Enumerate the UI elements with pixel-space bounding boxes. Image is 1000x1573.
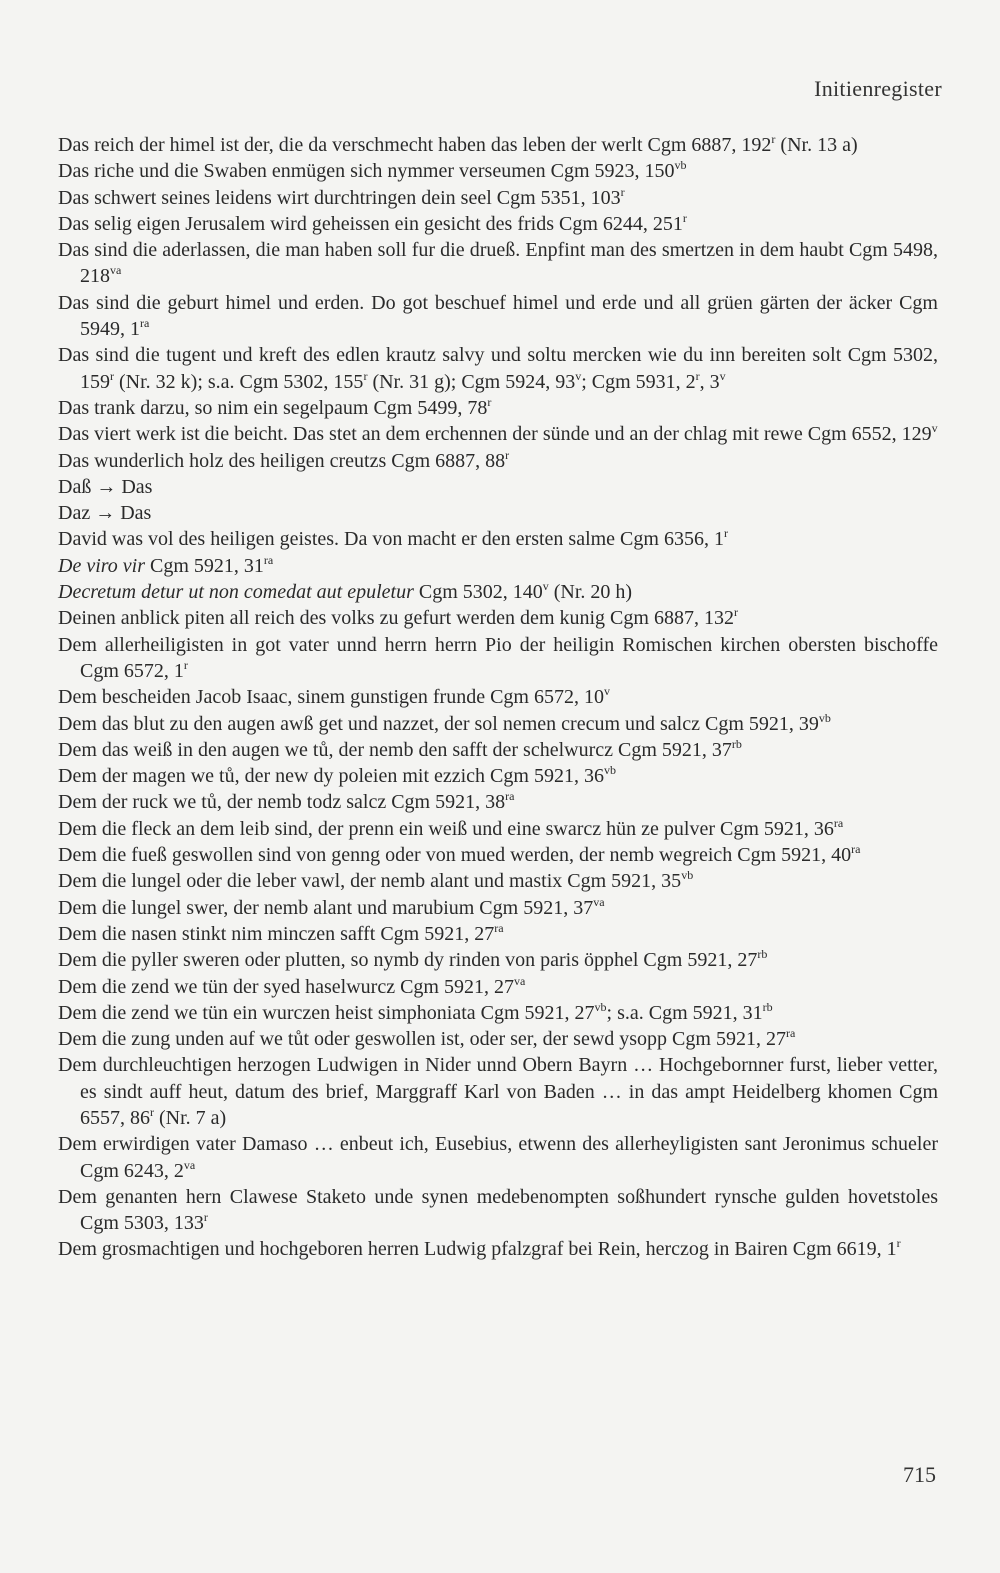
folio-superscript: r (183, 657, 188, 672)
entry-text: ; Cgm 5931, 2 (581, 370, 696, 393)
entry-text: Das viert werk ist die beicht. Das stet an dem erchennen der sünde und an der chlag mit rewe Cgm 6552, 129 (58, 423, 932, 446)
folio-superscript: ra (263, 552, 274, 567)
entry-text: (Nr. 32 k); s.a. Cgm 5302, 155 (114, 370, 364, 393)
folio-superscript: va (514, 973, 526, 988)
index-entry (58, 1184, 938, 1237)
folio-superscript: r (505, 447, 510, 462)
entry-text: Dem die lungel oder die leber vawl, der nemb alant und mastix Cgm 5921, 35 (58, 870, 682, 893)
folio-superscript: v (542, 579, 549, 594)
index-entry (58, 526, 938, 552)
index-entry (58, 342, 938, 395)
index-entry (58, 395, 938, 421)
entry-text: (Nr. 13 a) (775, 134, 858, 156)
folio-superscript: r (110, 368, 114, 383)
folio-superscript: r (771, 132, 776, 146)
entry-text: (Nr. 20 h) (548, 581, 633, 604)
entry-text: , 3 (699, 370, 720, 393)
index-entry (58, 158, 938, 184)
index-entry (58, 895, 938, 921)
index-entry (58, 737, 938, 763)
folio-superscript: rb (757, 947, 768, 962)
entry-text: Das sind die geburt himel und erden. Do got beschuef himel und erde und all grüen gärten der äcker Cgm 5949, 1 (58, 291, 938, 341)
index-entry (58, 684, 938, 710)
index-entry (58, 579, 938, 605)
index-entry (58, 211, 938, 237)
entry-text: Deinen anblick piten all reich des volks zu gefurt werden dem kunig Cgm 6887, 132 (58, 607, 734, 630)
folio-superscript: r (695, 368, 700, 383)
index-entry (58, 842, 938, 868)
folio-superscript: r (487, 394, 492, 409)
folio-superscript: va (593, 894, 605, 909)
folio-superscript: ra (785, 1026, 796, 1041)
index-entry (58, 500, 938, 526)
folio-superscript: r (150, 1104, 154, 1119)
page-number: 715 (903, 1462, 936, 1487)
folio-superscript: vb (603, 763, 616, 778)
folio-superscript: rb (731, 736, 742, 751)
folio-superscript: v (931, 421, 938, 436)
index-entry (58, 605, 938, 631)
folio-superscript: vb (681, 868, 694, 883)
folio-superscript: va (183, 1157, 196, 1172)
index-entry (58, 553, 938, 579)
index-entry (58, 947, 938, 973)
entry-text: ; s.a. Cgm 5921, 31 (606, 1001, 763, 1024)
index-entry (58, 1026, 938, 1052)
folio-superscript: va (110, 263, 122, 278)
entry-text: Das trank darzu, so nim ein segelpaum Cgm 5499, 78 (58, 396, 488, 419)
index-entry (58, 1052, 938, 1131)
italic-incipit: Decretum detur ut non comedat aut epuletur (58, 581, 414, 604)
italic-incipit: De viro vir (58, 554, 146, 577)
index-entry (58, 1131, 938, 1184)
entry-text: Das wunderlich holz des heiligen creutzs Cgm 6887, 88 (58, 449, 506, 472)
index-entry (58, 237, 938, 290)
folio-superscript: vb (674, 158, 687, 173)
folio-superscript: r (682, 210, 687, 225)
folio-superscript: v (719, 368, 726, 383)
entry-text: (Nr. 31 g); Cgm 5924, 93 (367, 370, 576, 393)
folio-superscript: vb (594, 999, 607, 1014)
index-entry (58, 632, 938, 685)
index-entry (58, 448, 938, 474)
entry-text: Dem genanten hern Clawese Staketo unde synen medebenompten soßhundert rynsche gulden hovetstoles Cgm 5303, 133 (58, 1185, 938, 1235)
index-entry (58, 474, 938, 500)
entry-text: Das riche und die Swaben enmügen sich nymmer verseumen Cgm 5923, 150 (58, 160, 675, 183)
folio-superscript: v (575, 368, 582, 383)
folio-superscript: ra (494, 920, 504, 935)
entry-text: Dem die lungel swer, der nemb alant und marubium Cgm 5921, 37 (58, 896, 594, 919)
index-entry (58, 816, 938, 842)
entry-text: Cgm 5302, 140 (413, 581, 543, 604)
folio-superscript: v (603, 684, 610, 699)
folio-superscript: r (733, 605, 738, 620)
entry-text: Cgm 5921, 31 (145, 554, 264, 577)
entry-text: Das reich der himel ist der, die da verschmecht haben das leben der werlt Cgm 6887, 192 (58, 134, 772, 156)
folio-superscript: r (620, 184, 625, 199)
index-entry (58, 132, 938, 158)
entry-text: David was vol des heiligen geistes. Da von macht er den ersten salme Cgm 6356, 1 (58, 528, 724, 551)
entry-text: Dem das blut zu den augen awß get und nazzet, der sol nemen crecum und salcz Cgm 5921, 39 (58, 712, 819, 735)
folio-superscript: ra (140, 316, 150, 331)
folio-superscript: r (363, 368, 368, 383)
entry-text: Dem bescheiden Jacob Isaac, sinem gunstigen frunde Cgm 6572, 10 (58, 686, 604, 709)
index-entry-list (58, 132, 938, 1263)
index-entry (58, 974, 938, 1000)
entry-text: Dem die fueß geswollen sind von genng oder von mued werden, der nemb wegreich Cgm 5921, 40 (58, 844, 852, 867)
folio-superscript: r (723, 526, 728, 541)
folio-superscript: ra (833, 815, 844, 830)
entry-text: Dem der ruck we tů, der nemb todz salcz Cgm 5921, 38 (58, 791, 506, 814)
entry-text: Dem die zend we tün der syed haselwurcz Cgm 5921, 27 (58, 975, 514, 998)
entry-text: Dem durchleuchtigen herzogen Ludwigen in Nider unnd Obern Bayrn … Hochgebornner furst, lieber vetter, es sindt auff heut, datum des brief, Marggraff Karl von Baden … in das ampt Heidelberg khomen Cgm 6557, 86 (58, 1054, 938, 1129)
index-entry (58, 921, 938, 947)
index-entry (58, 421, 938, 447)
entry-text: Das sind die tugent und kreft des edlen krautz salvy und soltu mercken wie du inn bereiten solt Cgm 5302, 159 (58, 344, 938, 393)
entry-text: Dem die pyller sweren oder plutten, so nymb dy rinden von paris öpphel Cgm 5921, 27 (58, 949, 758, 972)
folio-superscript: ra (851, 842, 861, 857)
entry-text: Daß → Das (58, 475, 153, 498)
index-entry (58, 711, 938, 737)
entry-text: Dem grosmachtigen und hochgeboren herren Ludwig pfalzgraf bei Rein, herczog in Bairen Cgm 6619, 1 (58, 1238, 897, 1261)
folio-superscript: rb (762, 999, 773, 1014)
entry-text: Das selig eigen Jerusalem wird geheissen ein gesicht des frids Cgm 6244, 251 (58, 212, 683, 235)
entry-text: Das schwert seines leidens wirt durchtringen dein seel Cgm 5351, 103 (58, 186, 621, 209)
entry-text: (Nr. 7 a) (154, 1106, 227, 1129)
entry-text: Dem erwirdigen vater Damaso … enbeut ich, Eusebius, etwenn des allerheyligisten sant Jeronimus schueler Cgm 6243, 2 (58, 1133, 938, 1182)
entry-text: Das sind die aderlassen, die man haben soll fur die drueß. Enpfint man des smertzen in dem haubt Cgm 5498, 218 (58, 239, 938, 288)
index-entry (58, 185, 938, 211)
entry-text: Daz → Das (58, 502, 152, 525)
running-header: Initienregister (814, 76, 942, 101)
index-entry (58, 763, 938, 789)
folio-superscript: r (896, 1236, 901, 1251)
entry-text: Dem allerheiligisten in got vater unnd herrn herrn Pio der heiligin Romischen kirchen obersten bischoffe Cgm 6572, 1 (58, 633, 938, 682)
entry-text: Dem die fleck an dem leib sind, der prenn ein weiß und eine swarcz hün ze pulver Cgm 5921, 36 (58, 817, 834, 840)
index-entry (58, 290, 938, 343)
index-entry (58, 868, 938, 894)
index-entry (58, 789, 938, 815)
entry-text: Dem die zend we tün ein wurczen heist simphoniata Cgm 5921, 27 (58, 1001, 595, 1024)
entry-text: Dem die nasen stinkt nim minczen safft Cgm 5921, 27 (58, 922, 495, 945)
folio-superscript: r (203, 1210, 208, 1225)
index-entry (58, 1000, 938, 1026)
index-entry (58, 1236, 938, 1262)
entry-text: Dem die zung unden auf we tůt oder geswollen ist, oder ser, der sewd ysopp Cgm 5921, 27 (58, 1028, 786, 1051)
entry-text: Dem der magen we tů, der new dy poleien mit ezzich Cgm 5921, 36 (58, 765, 604, 788)
entry-text: Dem das weiß in den augen we tů, der nemb den safft der schelwurcz Cgm 5921, 37 (58, 738, 732, 761)
folio-superscript: ra (505, 789, 515, 804)
folio-superscript: vb (818, 710, 831, 725)
